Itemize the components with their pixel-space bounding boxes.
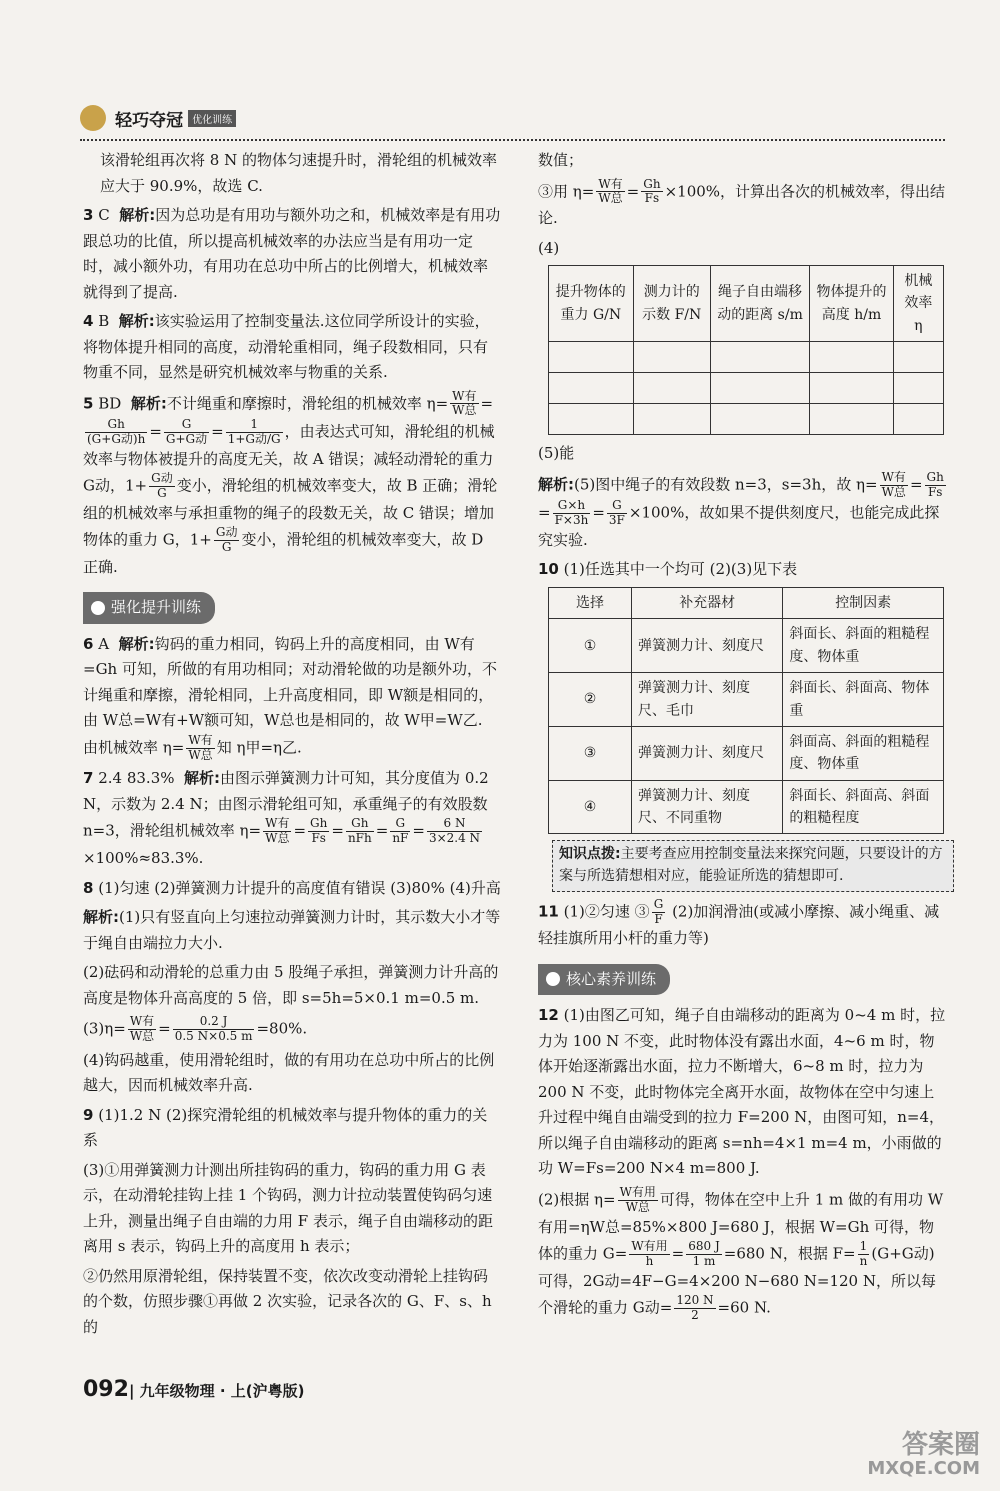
fraction: $\frac{0.2 J}{0.5 N\times 0.5 m}$ [174,1014,253,1043]
table-row: ③ 弹簧测力计、刻度尺 斜面高、斜面的粗糙程度、物体重 [549,726,944,780]
fraction: $\frac{\text{G动}}{G}$ [215,525,238,555]
fraction: $\frac{\text{W有用}}{h}$ [631,1239,668,1268]
q9-a2: ②仍然用原滑轮组，保持装置不变，依次改变动滑轮上挂钩码的个数，仿照步骤①再做 2 次实验，记录各次的 G、F、s、h 的 [83,1266,492,1336]
table-header: 物体提升的高度 h/m [810,266,893,342]
q9: 9 (1)1.2 N (2)探究滑轮组的机械效率与提升物体的重力的关系 [83,1105,488,1150]
logo-icon [80,105,106,131]
fraction: $\frac{\text{W有}}{\text{W总}}$ [188,732,213,762]
fraction: $\frac{\text{W有}}{\text{W总}}$ [881,469,906,499]
brand-logo [80,105,250,135]
r2: ③用 η= $\frac{\text{W有}}{\text{W总}}$ = $\frac{Gh}{Fs}$ ×100%，计算出各次的机械效率，得出结论. [538,176,946,228]
book-title: 九年级物理 · 上(沪粤版) [139,1382,305,1400]
fraction: $\frac{120 N}{2}$ [676,1293,714,1322]
fraction: $\frac{G\times h}{F\times 3h}$ [554,498,589,528]
section-heading-core: 核心素养训练 [538,964,670,996]
fraction: $\frac{G}{nF}$ [392,816,409,846]
brand-sub: 优化训练 [188,110,236,127]
watermark: 答案圈 MXQE.COM [867,1429,980,1480]
table-row [549,373,944,404]
q10: 10 (1)任选其中一个均可 (2)(3)见下表 [538,560,798,579]
q8-a2: (2)砝码和动滑轮的总重力由 5 股绳子承担，弹簧测力计升高的高度是物体升高高度的 5 倍，即 s=5h=5×0.1 m=0.5 m. [83,963,499,1007]
fraction: $\frac{G}{\text{G+G动}}$ [165,417,208,446]
fraction: $\frac{G}{F}$ [653,896,664,926]
fraction: $\frac{\text{W有}}{\text{W总}}$ [598,176,623,206]
page-number: 092 [83,1377,129,1402]
q9-a1: (3)①用弹簧测力计测出所挂钩码的重力，钩码的重力用 G 表示，在动滑轮挂钩上挂 1 个钩码，测力计拉动装置使钩码匀速上升，测量出绳子自由端的力用 F 表示，绳子自由端移动的距离用 s 表示，钩码上升的高度用 h 表示； [83,1160,493,1256]
r1: 数值； [538,151,584,169]
table-header: 绳子自由端移动的距离 s/m [710,266,809,342]
header-divider [80,139,945,141]
table-row [549,404,944,435]
table-row [549,342,944,373]
brand-name: 轻巧夺冠 [115,110,184,131]
q11: 11 (1)②匀速 ③ $\frac{G}{F}$ (2)加润滑油(或减小摩擦、减小绳重、减轻挂旗所用小杆的重力等) [538,896,940,948]
q7: 7 2.4 83.3% 解析:由图示弹簧测力计可知，其分度值为 0.2 N，示数为 2.4 N；由图示滑轮组可知，承重绳子的有效股数 n=3，滑轮组机械效率 η= $\frac{\text{W有}}{\text{W总}}$ = $\frac{Gh}{Fs}$ = $\frac{Gh}{\text{nFh}}$ = $\frac{G}{nF}$ = $\frac{6 N}{3\times 2.4 N}$ ×100%≈83.3%. [83,769,489,868]
fraction: $\frac{1}{\text{1+G动/G}}$ [227,417,281,446]
q8: 8 (1)匀速 (2)弹簧测力计提升的高度值有错误 (3)80% (4)升高 [83,878,501,897]
fraction: $\frac{\text{G动}}{G}$ [151,471,173,500]
fraction: $\frac{\text{W有}}{\text{W总}}$ [452,388,477,418]
choice-table [548,587,944,835]
section-heading-advanced: 强化提升训练 [83,592,215,624]
fraction: $\frac{\text{W有用}}{\text{W总}}$ [619,1184,656,1214]
table-row: ② 弹簧测力计、刻度尺、毛巾 斜面长、斜面高、物体重 [549,673,944,727]
q4: 4 B 解析:该实验运用了控制变量法.这位同学所设计的实验，将物体提升相同的高度，动滑轮重相同，绳子段数相同，只有物重不同，显然是研究机械效率与物重的关系. [83,312,490,381]
q8-a4: (4)钩码越重，使用滑轮组时，做的有用功在总功中所占的比例越大，因而机械效率升高. [83,1050,495,1095]
crown-icon [546,972,560,986]
q6: 6 A 解析:钩码的重力相同，钩码上升的高度相同，由 W有=Gh 可知，所做的有用功相同；对动滑轮做的功是额外功，不计绳重和摩擦，滑轮相同，上升高度相同，即 W额是相同的，由 W总=W有+W额可知，W总也是相同的，故 W甲=W乙. 由机械效率 η= $\frac{\text{W有}}{\text{W总}}$ 知 η甲=η乙. [83,634,497,762]
q12: 12 (1)由图乙可知，绳子自由端移动的距离为 0~4 m 时，拉力为 100 N 不变，此时物体没有露出水面，4~6 m 时，物体开始逐渐露出水面，拉力不断增大，6~8 m 时，拉力为 200 N 不变，此时物体完全离开水面，故物体在空中匀速上升过程中绳自由端受到的拉力 F=200 N，由图可知，n=4，所以绳子自由端移动的距离 s=nh=4×1 m=4 m，小雨做的功 W=Fs=200 N×4 m=800 J. [538,1006,946,1178]
table-row: ① 弹簧测力计、刻度尺 斜面长、斜面的粗糙程度、物体重 [549,619,944,673]
crown-icon [91,601,105,615]
q5: 5 BD 解析:不计绳重和摩擦时，滑轮组的机械效率 η= $\frac{\text{W有}}{\text{W总}}$ = $\frac{Gh}{\text{(G+G动)h}}$ = $\frac{G}{\text{G+G动}}$ = $\frac{1}{\text{1+G动/G}}$ ，由表达式可知，滑轮组的机械效率与物体被提升的高度无关，故 A 错误；减轻动滑轮的重力 G动，1+ $\frac{\text{G动}}{G}$ 变小，滑轮组的机械效率变大，故 B 正确；滑轮组的机械效率与承担重物的绳子的段数无关，故 C 错误；增加物体的重力 G，1+ $\frac{\text{G动}}{G}$ 变小，滑轮组的机械效率变大，故 D 正确. [83,388,498,576]
page-footer: 092| 九年级物理 · 上(沪粤版) [83,1377,305,1402]
page-header [80,105,945,141]
table-header: 测力计的示数 F/N [633,266,710,342]
table-header: 机械效率 η [893,266,943,342]
fraction: $\frac{Gh}{Fs}$ [643,176,661,206]
fraction: $\frac{\text{W有}}{\text{W总}}$ [265,816,290,846]
fraction: $\frac{680 J}{1 m}$ [688,1239,720,1268]
q8-explain: 解析:(1)只有竖直向上匀速拉动弹簧测力计时，其示数大小才等于绳自由端拉力大小. [83,908,501,952]
fraction: $\frac{6 N}{3\times 2.4 N}$ [428,816,481,846]
r3: (4) [538,238,560,257]
fraction: $\frac{\text{W有}}{\text{W总}}$ [129,1014,155,1043]
fraction: $\frac{Gh}{Fs}$ [926,469,944,499]
table-header: 控制因素 [783,587,944,618]
data-table-empty [548,265,944,435]
fraction: $\frac{G}{3F}$ [608,498,625,528]
r5: 解析:(5)图中绳子的有效段数 n=3，s=3h，故 η= $\frac{\text{W有}}{\text{W总}}$ = $\frac{Gh}{Fs}$ = $\frac{G\times h}{F\times 3h}$ = $\frac{G}{3F}$ ×100%，故如果不提供刻度尺，也能完成此探究实验. [538,469,944,549]
q12-part2: (2)根据 η= $\frac{\text{W有用}}{\text{W总}}$ 可得，物体在空中上升 1 m 做的有用功 W有用=ηW总=85%×800 J=680 J，根据 W=Gh 可得，物体的重力 G= $\frac{\text{W有用}}{h}$ = $\frac{680 J}{1 m}$ =680 N，根据 F= $\frac{1}{n}$ (G+G动)可得，2G动=4F−G=4×200 N−680 N=120 N，所以每个滑轮的重力 G动= $\frac{120 N}{2}$ =60 N. [538,1184,944,1322]
knowledge-tip: 知识点拨:主要考查应用控制变量法来探究问题，只要设计的方案与所选猜想相对应，能验证所选的猜想即可. [552,840,954,891]
q8-a3: (3)η= $\frac{\text{W有}}{\text{W总}}$ = $\frac{0.2 J}{0.5 N\times 0.5 m}$ =80%. [83,1014,308,1043]
fraction: $\frac{Gh}{\text{nFh}}$ [347,816,372,846]
fraction: $\frac{Gh}{\text{(G+G动)h}}$ [87,417,146,446]
left-column [83,148,501,1344]
table-header: 补充器材 [632,587,783,618]
table-row: ④ 弹簧测力计、刻度尺、不同重物 斜面长、斜面高、斜面的粗糙程度 [549,780,944,834]
right-column [538,148,948,1327]
fraction: $\frac{Gh}{Fs}$ [310,816,328,846]
table-header: 提升物体的重力 G/N [549,266,634,342]
q3: 3 C 解析:因为总功是有用功与额外功之和，机械效率是有用功跟总功的比值，所以提高机械效率的办法应当是有用功一定时，减小额外功，有用功在总功中所占的比例增大，机械效率就得到了提高. [83,206,501,301]
left-p1: 该滑轮组再次将 8 N 的物体匀速提升时，滑轮组的机械效率应大于 90.9%，故选 C. [100,151,497,195]
table-header: 选择 [549,587,632,618]
r4: (5)能 [538,444,575,463]
fraction: $\frac{1}{n}$ [859,1239,868,1268]
